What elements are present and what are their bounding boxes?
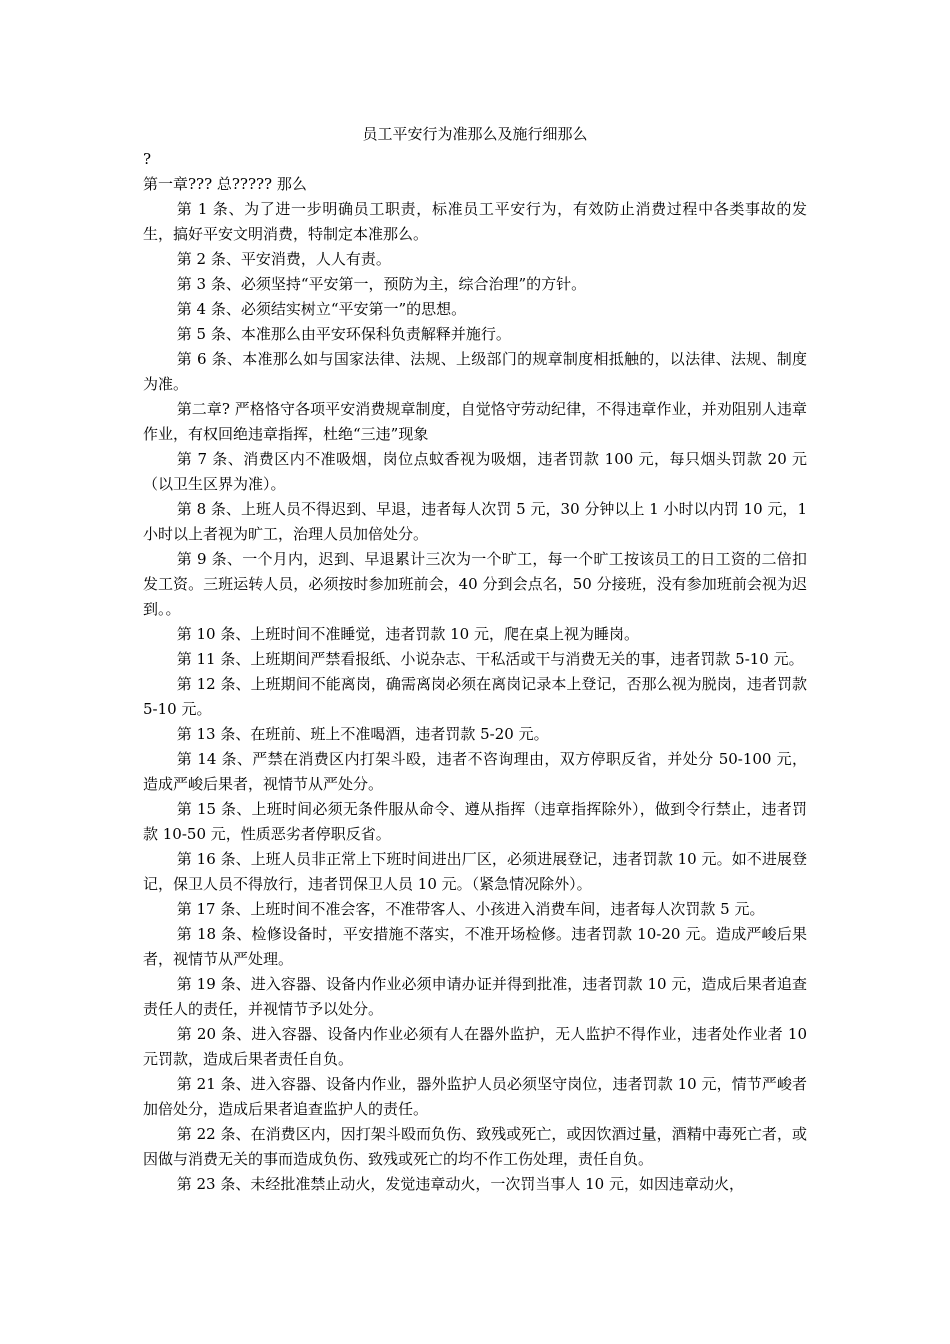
document-body (143, 122, 807, 1197)
chapter-two-heading: 第二章? 严格恪守各项平安消费规章制度，自觉恪守劳动纪律，不得违章作业，并劝阻别人违章作业，有权回绝违章指挥，杜绝“三违”现象 (143, 400, 807, 443)
article-13: 第 13 条、在班前、班上不准喝酒，违者罚款 5-20 元。 (176, 725, 549, 743)
document-title: 员工平安行为准那么及施行细那么 (362, 125, 588, 143)
article-15: 第 15 条、上班时间必须无条件服从命令、遵从指挥（违章指挥除外），做到令行禁止，违者罚款 10-50 元，性质恶劣者停职反省。 (143, 800, 807, 843)
article-12: 第 12 条、上班期间不能离岗，确需离岗必须在离岗记录本上登记，否那么视为脱岗，违者罚款 5-10 元。 (143, 675, 807, 718)
article-4: 第 4 条、必须结实树立“平安第一”的思想。 (176, 300, 467, 318)
article-8: 第 8 条、上班人员不得迟到、早退，违者每人次罚 5 元，30 分钟以上 1 小时以内罚 10 元，1 小时以上者视为旷工，治理人员加倍处分。 (143, 500, 807, 543)
article-14: 第 14 条、严禁在消费区内打架斗殴，违者不咨询理由，双方停职反省，并处分 50-100 元，造成严峻后果者，视情节从严处分。 (143, 750, 807, 793)
article-16: 第 16 条、上班人员非正常上下班时间进出厂区，必须进展登记，违者罚款 10 元。如不进展登记，保卫人员不得放行，违者罚保卫人员 10 元。（紧急情况除外）。 (143, 850, 807, 893)
article-18: 第 18 条、检修设备时，平安措施不落实，不准开场检修。违者罚款 10-20 元。造成严峻后果者，视情节从严处理。 (143, 925, 807, 968)
article-21: 第 21 条、进入容器、设备内作业，器外监护人员必须坚守岗位，违者罚款 10 元，情节严峻者加倍处分，造成后果者追查监护人的责任。 (143, 1075, 807, 1118)
article-6: 第 6 条、本准那么如与国家法律、法规、上级部门的规章制度相抵触的，以法律、法规、制度为准。 (143, 350, 807, 393)
article-7: 第 7 条、消费区内不准吸烟，岗位点蚊香视为吸烟，违者罚款 100 元，每只烟头罚款 20 元（以卫生区界为准）。 (143, 450, 807, 493)
article-9: 第 9 条、一个月内，迟到、早退累计三次为一个旷工，每一个旷工按该员工的日工资的二倍扣发工资。三班运转人员，必须按时参加班前会，40 分到会点名，50 分接班，没有参加班前会视为迟到。。 (143, 550, 807, 618)
article-19: 第 19 条、进入容器、设备内作业必须申请办证并得到批准，违者罚款 10 元，造成后果者追查责任人的责任，并视情节予以处分。 (143, 975, 807, 1018)
article-3: 第 3 条、必须坚持“平安第一，预防为主，综合治理”的方针。 (176, 275, 587, 293)
article-1: 第 1 条、为了进一步明确员工职责，标准员工平安行为，有效防止消费过程中各类事故的发生，搞好平安文明消费，特制定本准那么。 (143, 200, 807, 243)
article-10: 第 10 条、上班时间不准睡觉，违者罚款 10 元，爬在桌上视为睡岗。 (176, 625, 639, 643)
chapter-heading: 第一章??? 总????? 那么 (143, 175, 307, 193)
article-23: 第 23 条、未经批准禁止动火，发觉违章动火，一次罚当事人 10 元，如因违章动火， (176, 1175, 744, 1193)
article-2: 第 2 条、平安消费，人人有责。 (176, 250, 391, 268)
blank-marker: ? (143, 150, 152, 168)
article-17: 第 17 条、上班时间不准会客，不准带客人、小孩进入消费车间，违者每人次罚款 5 元。 (176, 900, 765, 918)
article-11: 第 11 条、上班期间严禁看报纸、小说杂志、干私活或干与消费无关的事，违者罚款 5-10 元。 (176, 650, 804, 668)
article-20: 第 20 条、进入容器、设备内作业必须有人在器外监护，无人监护不得作业，违者处作业者 10 元罚款，造成后果者责任自负。 (143, 1025, 807, 1068)
article-22: 第 22 条、在消费区内，因打架斗殴而负伤、致残或死亡，或因饮酒过量，酒精中毒死亡者，或因做与消费无关的事而造成负伤、致残或死亡的均不作工伤处理，责任自负。 (143, 1125, 807, 1168)
article-5: 第 5 条、本准那么由平安环保科负责解释并施行。 (176, 325, 511, 343)
